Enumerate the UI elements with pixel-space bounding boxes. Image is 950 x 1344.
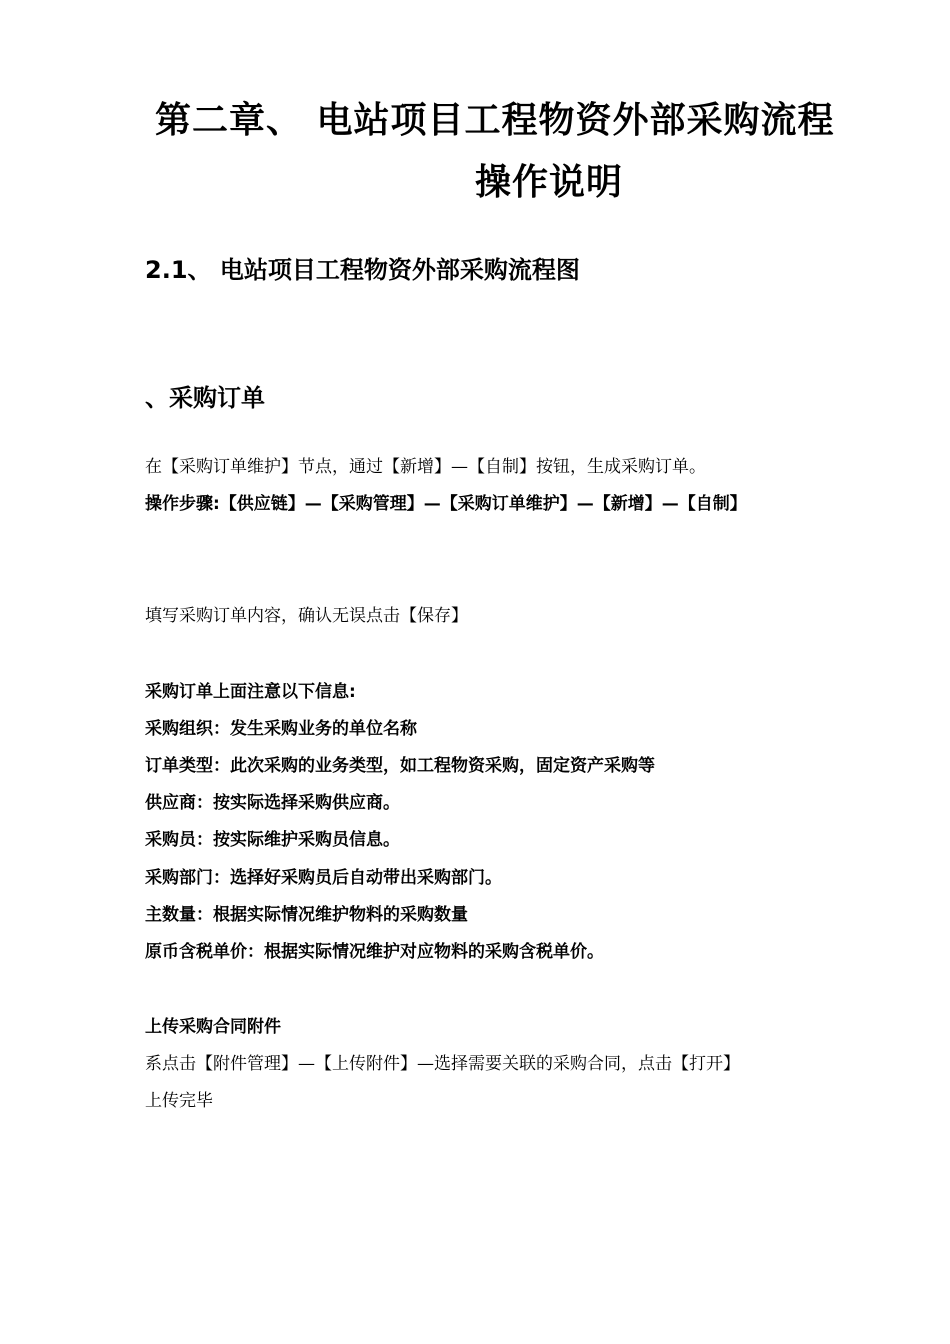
upload-heading: 上传采购合同附件 [145, 1017, 281, 1037]
upload-line-2: 上传完毕 [145, 1091, 213, 1111]
steps-paragraph: 操作步骤:【供应链】—【采购管理】—【采购订单维护】—【新增】—【自制】 [145, 494, 747, 514]
chapter-title-line1: 第二章、 电站项目工程物资外部采购流程 [155, 100, 835, 141]
upload-line-1: 系点击【附件管理】—【上传附件】—选择需要关联的采购合同，点击【打开】 [145, 1054, 740, 1074]
note-item: 采购员：按实际维护采购员信息。 [145, 830, 400, 850]
note-item: 供应商：按实际选择采购供应商。 [145, 793, 400, 813]
subsection-heading-purchase-order: 、采购订单 [145, 384, 265, 412]
fill-paragraph: 填写采购订单内容，确认无误点击【保存】 [145, 606, 468, 626]
intro-paragraph: 在【采购订单维护】节点，通过【新增】—【自制】按钮，生成采购订单。 [145, 457, 706, 477]
note-item: 原币含税单价：根据实际情况维护对应物料的采购含税单价。 [145, 942, 604, 962]
note-item: 订单类型：此次采购的业务类型，如工程物资采购，固定资产采购等 [145, 756, 655, 776]
note-item: 主数量：根据实际情况维护物料的采购数量 [145, 905, 468, 925]
notes-heading: 采购订单上面注意以下信息: [145, 682, 356, 702]
note-item: 采购组织：发生采购业务的单位名称 [145, 719, 417, 739]
chapter-title-line2: 操作说明 [475, 162, 624, 203]
note-item: 采购部门：选择好采购员后自动带出采购部门。 [145, 868, 502, 888]
section-heading-2-1: 2.1、 电站项目工程物资外部采购流程图 [145, 256, 580, 284]
